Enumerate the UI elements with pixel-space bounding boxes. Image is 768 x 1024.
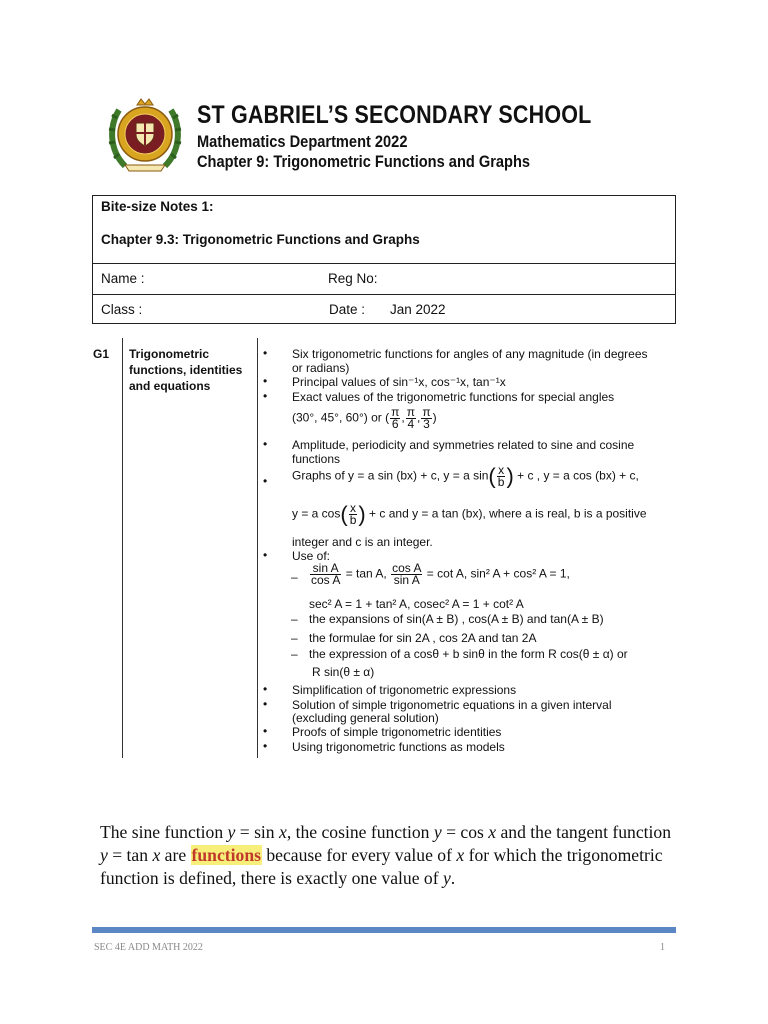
special-angles: (30°, 45°, 60°) or ( $\frac{\pi}{6}$ , $\frac{\pi}{4}$ , $\frac{\pi}{3}$ ): [292, 405, 437, 431]
dash: –: [291, 570, 298, 584]
bullet: •: [263, 682, 268, 696]
fraction: [390, 407, 400, 430]
dash: –: [291, 631, 298, 645]
fraction: [349, 503, 358, 526]
denominator: 4: [407, 417, 415, 431]
chapter-title: Chapter 9: Trigonometric Functions and Graphs: [197, 152, 531, 171]
text: .: [450, 868, 456, 888]
divider: [93, 294, 675, 295]
graphs-line-1: [292, 465, 639, 488]
syllabus-item: Simplification of trigonometric expressions: [292, 683, 517, 697]
class-label: Class :: [101, 302, 143, 317]
syllabus-item: integer and c is an integer.: [292, 535, 433, 549]
text: for which the trigonometric function is defined, there is exactly one value of: [100, 845, 663, 888]
name-label: Name :: [101, 271, 145, 286]
syllabus-topic: Trigonometric functions, identities and equations: [129, 347, 243, 393]
syllabus-item: Use of:: [292, 549, 331, 563]
date-value: Jan 2022: [390, 302, 446, 317]
syllabus-item: Amplitude, periodicity and symmetries related to sine and cosine: [292, 438, 635, 452]
dash: –: [291, 612, 298, 626]
column-divider: [122, 338, 123, 758]
denominator: 3: [423, 417, 430, 431]
bullet: •: [263, 474, 268, 488]
numerator: x: [350, 501, 357, 515]
syllabus-item: Proofs of simple trigonometric identities: [292, 725, 502, 739]
notes-info-box: [92, 195, 676, 324]
date-label: Date :: [329, 302, 366, 317]
bullet: •: [263, 389, 268, 403]
graphs-text: + c and y = a tan (bx), where a is real, b is a positive: [369, 506, 647, 521]
paren: (: [488, 463, 496, 489]
fraction: [310, 563, 341, 586]
dash: –: [291, 647, 298, 661]
paren: ): [358, 501, 366, 527]
syllabus-item: R sin(θ ± α): [312, 665, 375, 679]
syllabus-item: Six trigonometric functions for angles of any magnitude (in degrees: [292, 347, 648, 361]
graphs-text: Graphs of y = a sin (bx) + c, y = a sin: [292, 468, 489, 483]
text: because for every value of: [261, 845, 457, 865]
notes-subtitle: Chapter 9.3: Trigonometric Functions and Graphs: [101, 232, 420, 247]
bullet: •: [263, 724, 268, 738]
footer-rule: [92, 927, 676, 933]
numerator: x: [498, 463, 505, 477]
department-line: Mathematics Department 2022: [197, 132, 408, 151]
highlighted-term: functions: [191, 845, 261, 865]
denominator: cos A: [311, 573, 341, 587]
text: = tan: [107, 845, 153, 865]
variable: x: [279, 822, 287, 842]
identity-text: = tan A,: [345, 566, 387, 581]
school-name: ST GABRIEL’S SECONDARY SCHOOL: [197, 101, 592, 129]
syllabus-item: Exact values of the trigonometric functions for special angles: [292, 390, 615, 404]
syllabus-item: the formulae for sin 2A , cos 2A and tan 2A: [309, 631, 537, 645]
bullet: •: [263, 697, 268, 711]
numerator: π: [406, 405, 416, 419]
paren: (: [340, 501, 348, 527]
identities-line: [309, 563, 570, 586]
page-number: 1: [660, 942, 665, 953]
text: = sin: [235, 822, 279, 842]
syllabus-item: (excluding general solution): [292, 711, 439, 725]
graphs-line-2: [292, 503, 647, 526]
fraction: [421, 407, 431, 430]
variable: y: [433, 822, 442, 842]
numerator: π: [422, 405, 431, 419]
numerator: sin A: [310, 563, 341, 575]
bullet: •: [263, 346, 268, 360]
notes-title: Bite-size Notes 1:: [101, 199, 214, 214]
bullet: •: [263, 374, 268, 388]
syllabus-item: the expression of a cosθ + b sinθ in the form R cos(θ ± α) or: [309, 647, 628, 661]
text: are: [160, 845, 191, 865]
divider: [93, 263, 675, 264]
numerator: π: [391, 405, 400, 419]
fraction: [391, 563, 422, 586]
text: = cos: [441, 822, 489, 842]
denominator: b: [349, 513, 357, 527]
footer-course: SEC 4E ADD MATH 2022: [94, 942, 203, 953]
variable: y: [100, 845, 108, 865]
column-divider: [257, 338, 258, 758]
text: and the tangent function: [496, 822, 672, 842]
syllabus-item: Solution of simple trigonometric equations in a given interval: [292, 698, 612, 712]
paren: ): [506, 463, 514, 489]
syllabus-code: G1: [93, 347, 110, 361]
denominator: 6: [391, 417, 399, 431]
variable: y: [227, 822, 236, 842]
bullet: •: [263, 739, 268, 753]
variable: x: [456, 845, 465, 865]
variable: x: [152, 845, 161, 865]
syllabus-item: functions: [292, 452, 341, 466]
syllabus-item: sec² A = 1 + tan² A, cosec² A = 1 + cot² A: [309, 597, 524, 611]
denominator: b: [497, 475, 505, 489]
graphs-text: + c , y = a cos (bx) + c,: [517, 468, 639, 483]
variable: y: [442, 868, 451, 888]
fraction: [406, 407, 416, 430]
graphs-text: y = a cos: [292, 506, 341, 521]
bullet: •: [263, 437, 268, 451]
reg-no-label: Reg No:: [328, 271, 378, 286]
closing-paren: ): [432, 410, 437, 425]
identity-text: = cot A, sin² A + cos² A = 1,: [426, 566, 570, 581]
numerator: cos A: [392, 561, 422, 575]
syllabus-item: Using trigonometric functions as models: [292, 740, 505, 754]
denominator: sin A: [393, 573, 420, 587]
special-angles-text: (30°, 45°, 60°) or (: [292, 410, 390, 425]
syllabus-item: Principal values of sin⁻¹x, cos⁻¹x, tan⁻¹x: [292, 375, 506, 389]
functions-paragraph: [100, 821, 680, 890]
bullet: •: [263, 548, 268, 562]
syllabus-item: or radians): [292, 361, 350, 375]
school-crest-logo: [107, 92, 183, 176]
text: , the cosine function: [286, 822, 434, 842]
variable: x: [488, 822, 497, 842]
text: The sine function: [100, 822, 228, 842]
syllabus-item: the expansions of sin(A ± B) , cos(A ± B) and tan(A ± B): [309, 612, 604, 626]
fraction: [497, 465, 506, 488]
